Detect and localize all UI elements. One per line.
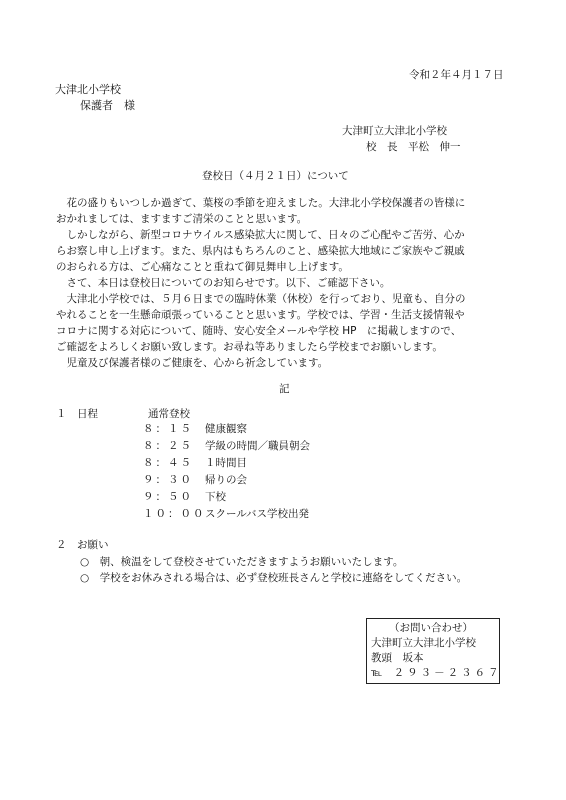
ki-marker: 記 xyxy=(279,383,290,395)
section1-label: １ 日程 xyxy=(56,408,98,420)
body-line: やれることを一生懸命頑張っていることと思います。学校では、学習・生活支援情報や xyxy=(56,309,465,321)
tel-number: ２９３－２３６７ xyxy=(393,667,502,679)
contact-box xyxy=(366,618,500,684)
recipient-school: 大津北小学校 xyxy=(55,83,121,96)
schedule-time: ８：４５ xyxy=(143,457,193,469)
schedule-item: 学級の時間／職員朝会 xyxy=(205,440,310,452)
contact-heading: （お問い合わせ） xyxy=(389,622,473,634)
tel-label: ℡ xyxy=(371,667,383,679)
body-line: 児童及び保護者様のご健康を、心から祈念しています。 xyxy=(56,357,329,369)
body-line: おかれましては、ますますご清栄のことと思います。 xyxy=(56,213,308,225)
contact-tel xyxy=(371,665,502,681)
body-line: のおられる方は、ご心痛なことと重ねて御見舞申し上げます。 xyxy=(56,261,349,273)
schedule-item: スクールバス学校出発 xyxy=(205,508,310,520)
body-line: 花の盛りもいつしか過ぎて、葉桜の季節を迎えました。大津北小学校保護者の皆様に xyxy=(56,197,466,209)
schedule-item: １時間目 xyxy=(205,457,247,469)
body-line: コロナに関する対応について、随時、安心安全メールや学校 HP に掲載しますので、 xyxy=(56,325,462,337)
recipient-guardians: 保護者 様 xyxy=(80,99,135,112)
schedule-time: ９：５０ xyxy=(143,491,193,503)
schedule-time: ９：３０ xyxy=(143,474,193,486)
schedule-item: 帰りの会 xyxy=(205,474,247,486)
body-line: ご確認をよろしくお願い致します。お尋ね等ありましたら学校までお願いします。 xyxy=(56,341,443,353)
contact-person: 教頭 坂本 xyxy=(371,652,424,664)
section1-sublabel: 通常登校 xyxy=(148,408,190,420)
request-item: ○ 学校をお休みされる場合は、必ず登校班長さんと学校に連絡をしてください。 xyxy=(80,572,468,584)
body-line: らお察し申し上げます。また、県内はもちろんのこと、感染拡大地域にご家族やご親戚 xyxy=(56,245,465,257)
sender-school: 大津町立大津北小学校 xyxy=(342,125,447,137)
document-title: 登校日（４月２１日）について xyxy=(202,170,349,182)
body-line: しかしながら、新型コロナウイルス感染拡大に関して、日々のご心配やご苦労、心か xyxy=(56,229,465,241)
schedule-item: 下校 xyxy=(205,491,226,503)
body-line: さて、本日は登校日についてのお知らせです。以下、ご確認下さい。 xyxy=(56,277,391,289)
schedule-item: 健康観察 xyxy=(205,423,247,435)
schedule-time: １０：００ xyxy=(143,508,206,520)
section2-label: ２ お願い xyxy=(56,539,109,551)
date: 令和２年４月１７日 xyxy=(409,69,504,81)
contact-school: 大津町立大津北小学校 xyxy=(371,637,476,649)
schedule-time: ８：１５ xyxy=(143,423,193,435)
sender-principal: 校 長 平松 伸一 xyxy=(366,141,461,153)
body-line: 大津北小学校では、５月６日までの臨時休業（休校）を行っており、児童も、自分の xyxy=(56,293,466,305)
request-item: ○ 朝、検温をして登校させていただきますようお願いいたします。 xyxy=(80,556,404,568)
schedule-time: ８：２５ xyxy=(143,440,193,452)
